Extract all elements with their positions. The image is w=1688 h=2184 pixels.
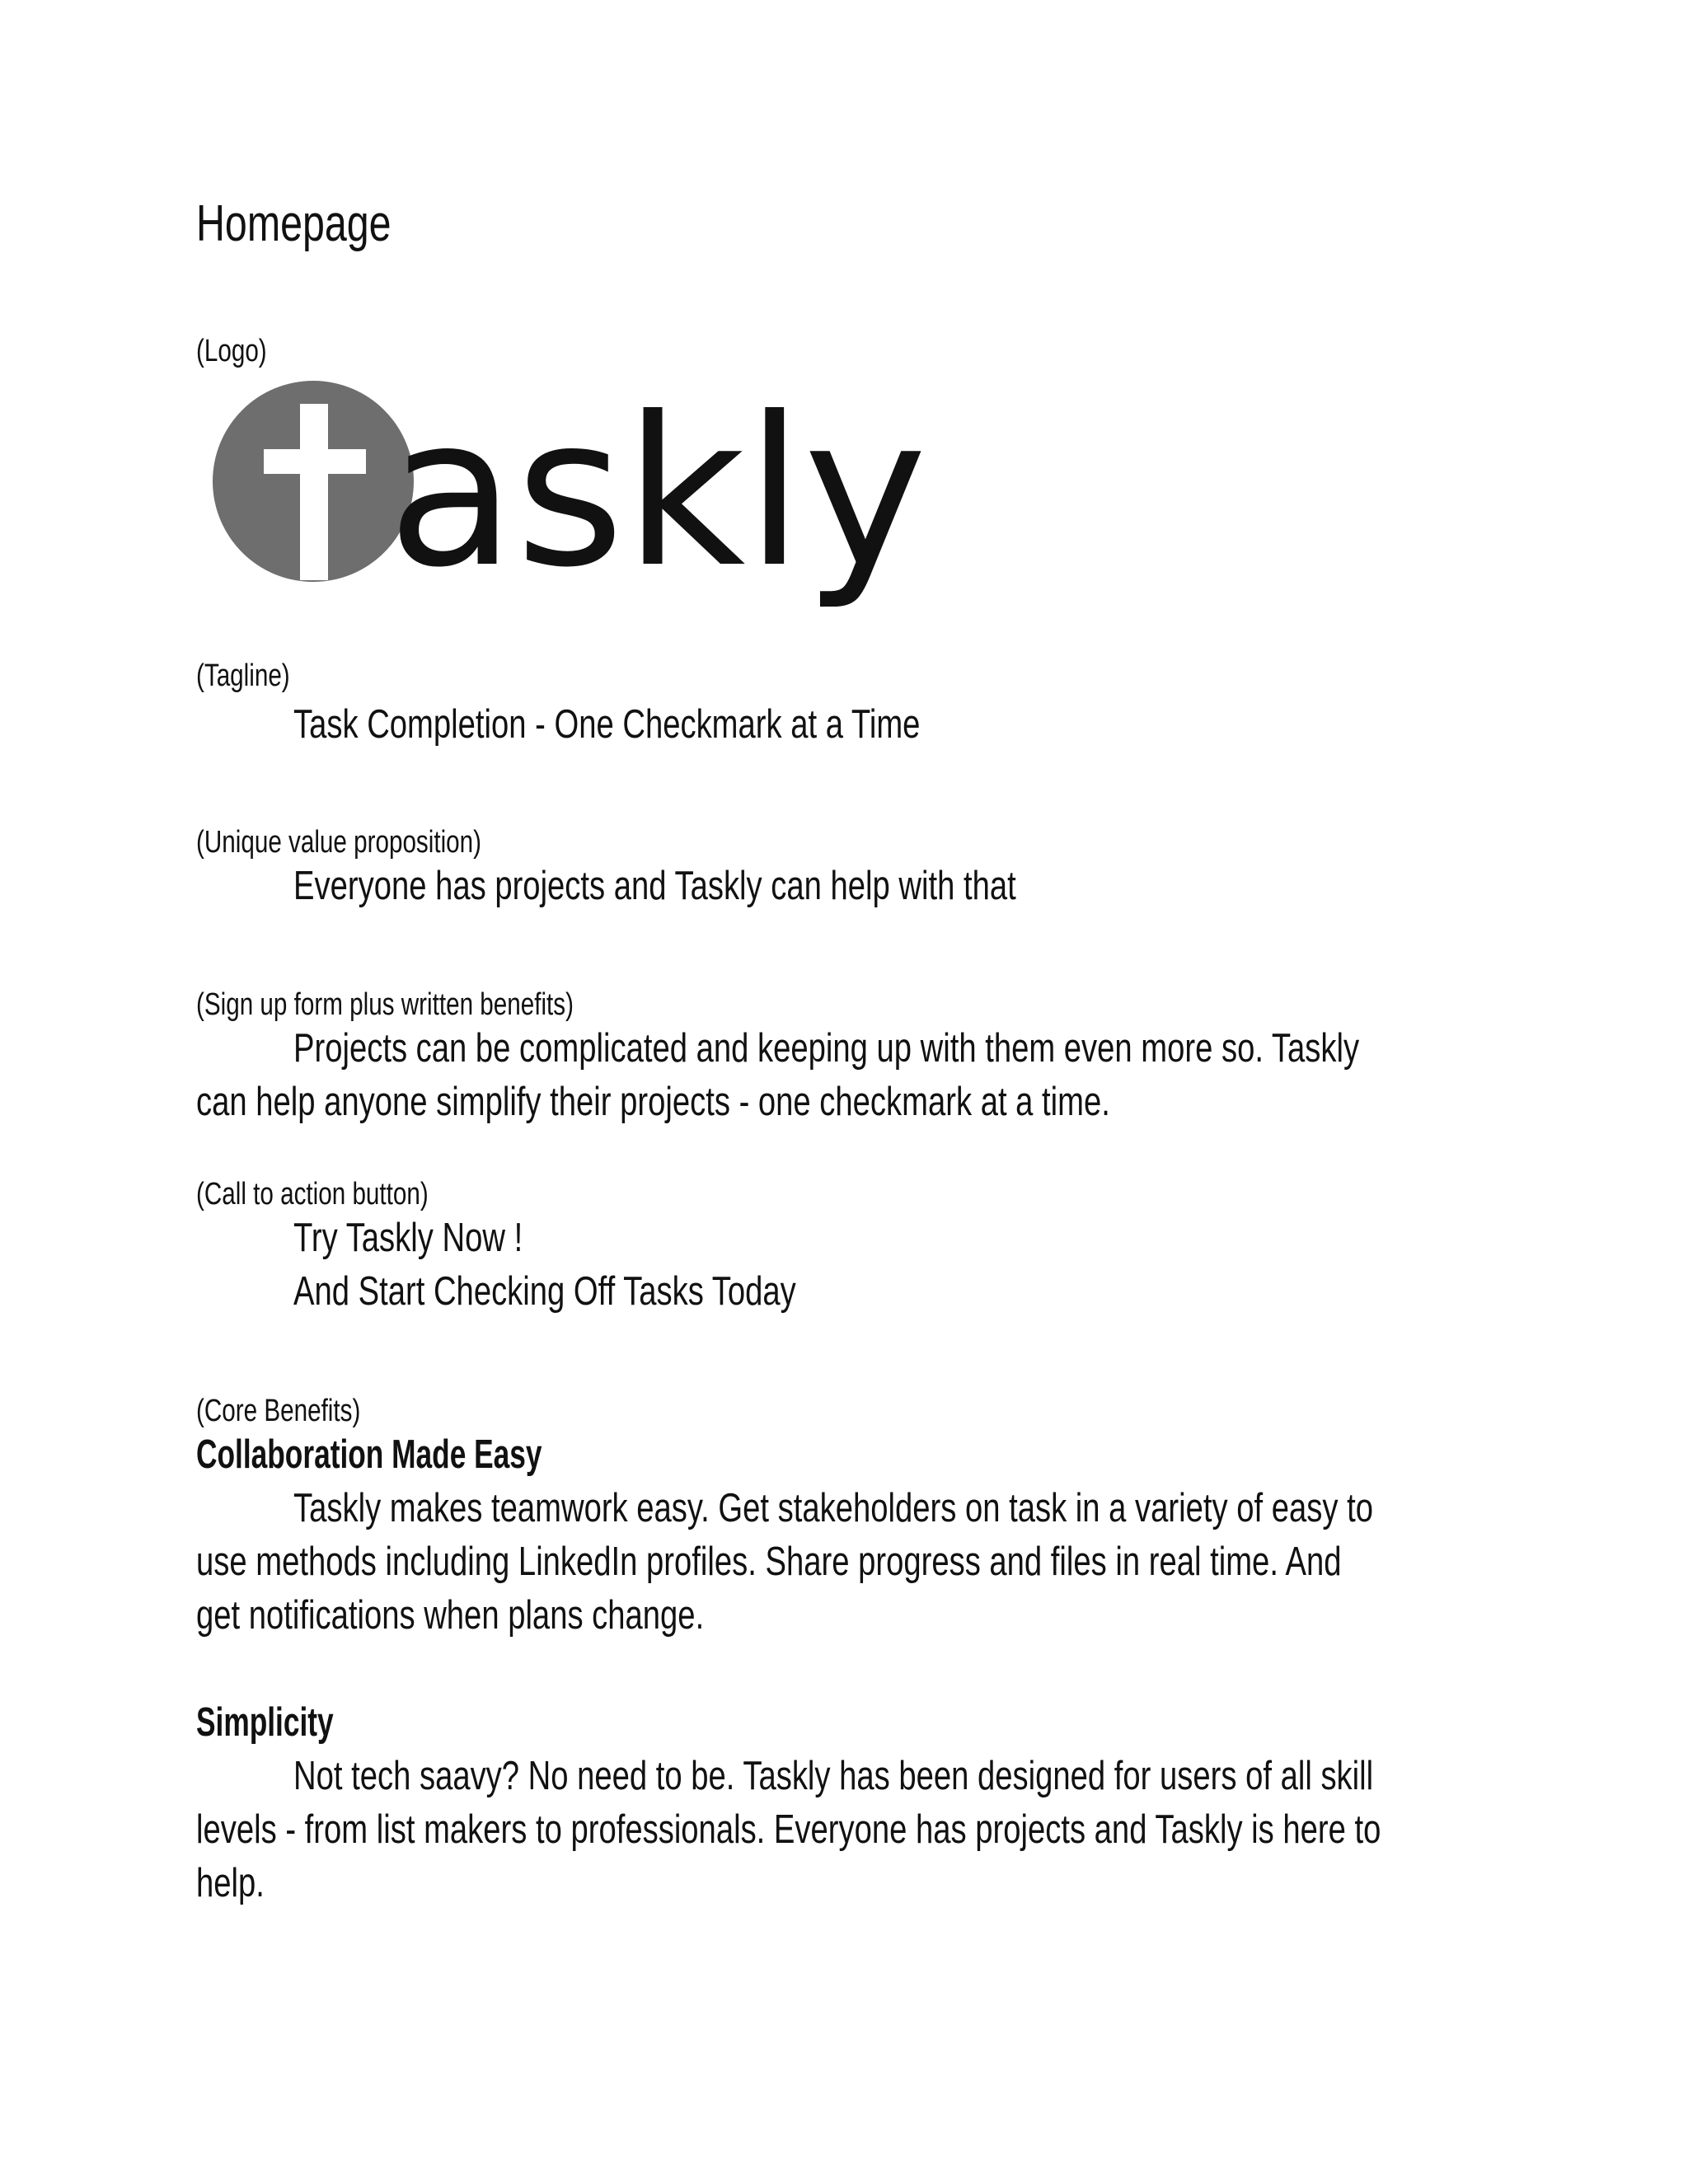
tagline-text: Task Completion - One Checkmark at a Time [293, 702, 921, 747]
benefit-collaboration-line-3: get notifications when plans change. [196, 1593, 705, 1638]
benefit-collaboration-line-1: Taskly makes teamwork easy. Get stakeholders on task in a variety of easy to [293, 1486, 1373, 1530]
logo-wordmark: askly [387, 373, 927, 612]
taskly-logo [196, 363, 938, 626]
benefit-simplicity-line-1: Not tech saavy? No need to be. Taskly has been designed for users of all skill [293, 1754, 1374, 1798]
cta-line-1: Try Taskly Now ! [293, 1216, 523, 1260]
logo-cross-vertical [300, 404, 328, 580]
benefit-heading-collaboration: Collaboration Made Easy [196, 1432, 542, 1477]
benefit-simplicity-line-3: help. [196, 1861, 265, 1905]
logo-cross-horizontal [264, 449, 366, 474]
cta-line-2: And Start Checking Off Tasks Today [293, 1269, 796, 1314]
core-benefits-label: (Core Benefits) [196, 1394, 361, 1428]
logo-label: (Logo) [196, 334, 267, 368]
signup-line-2: can help anyone simplify their projects - one checkmark at a time. [196, 1080, 1110, 1124]
benefit-simplicity-line-2: levels - from list makers to professionals. Everyone has projects and Taskly is here to [196, 1807, 1381, 1852]
benefit-heading-simplicity: Simplicity [196, 1700, 334, 1745]
signup-line-1: Projects can be complicated and keeping up with them even more so. Taskly [293, 1026, 1360, 1071]
tagline-label: (Tagline) [196, 658, 290, 693]
uvp-label: (Unique value proposition) [196, 825, 482, 860]
benefit-collaboration-line-2: use methods including LinkedIn profiles. Share progress and files in real time. And [196, 1540, 1342, 1584]
uvp-text: Everyone has projects and Taskly can help with that [293, 864, 1016, 908]
cta-label: (Call to action button) [196, 1177, 429, 1212]
signup-label: (Sign up form plus written benefits) [196, 987, 574, 1022]
page-title: Homepage [196, 195, 392, 252]
